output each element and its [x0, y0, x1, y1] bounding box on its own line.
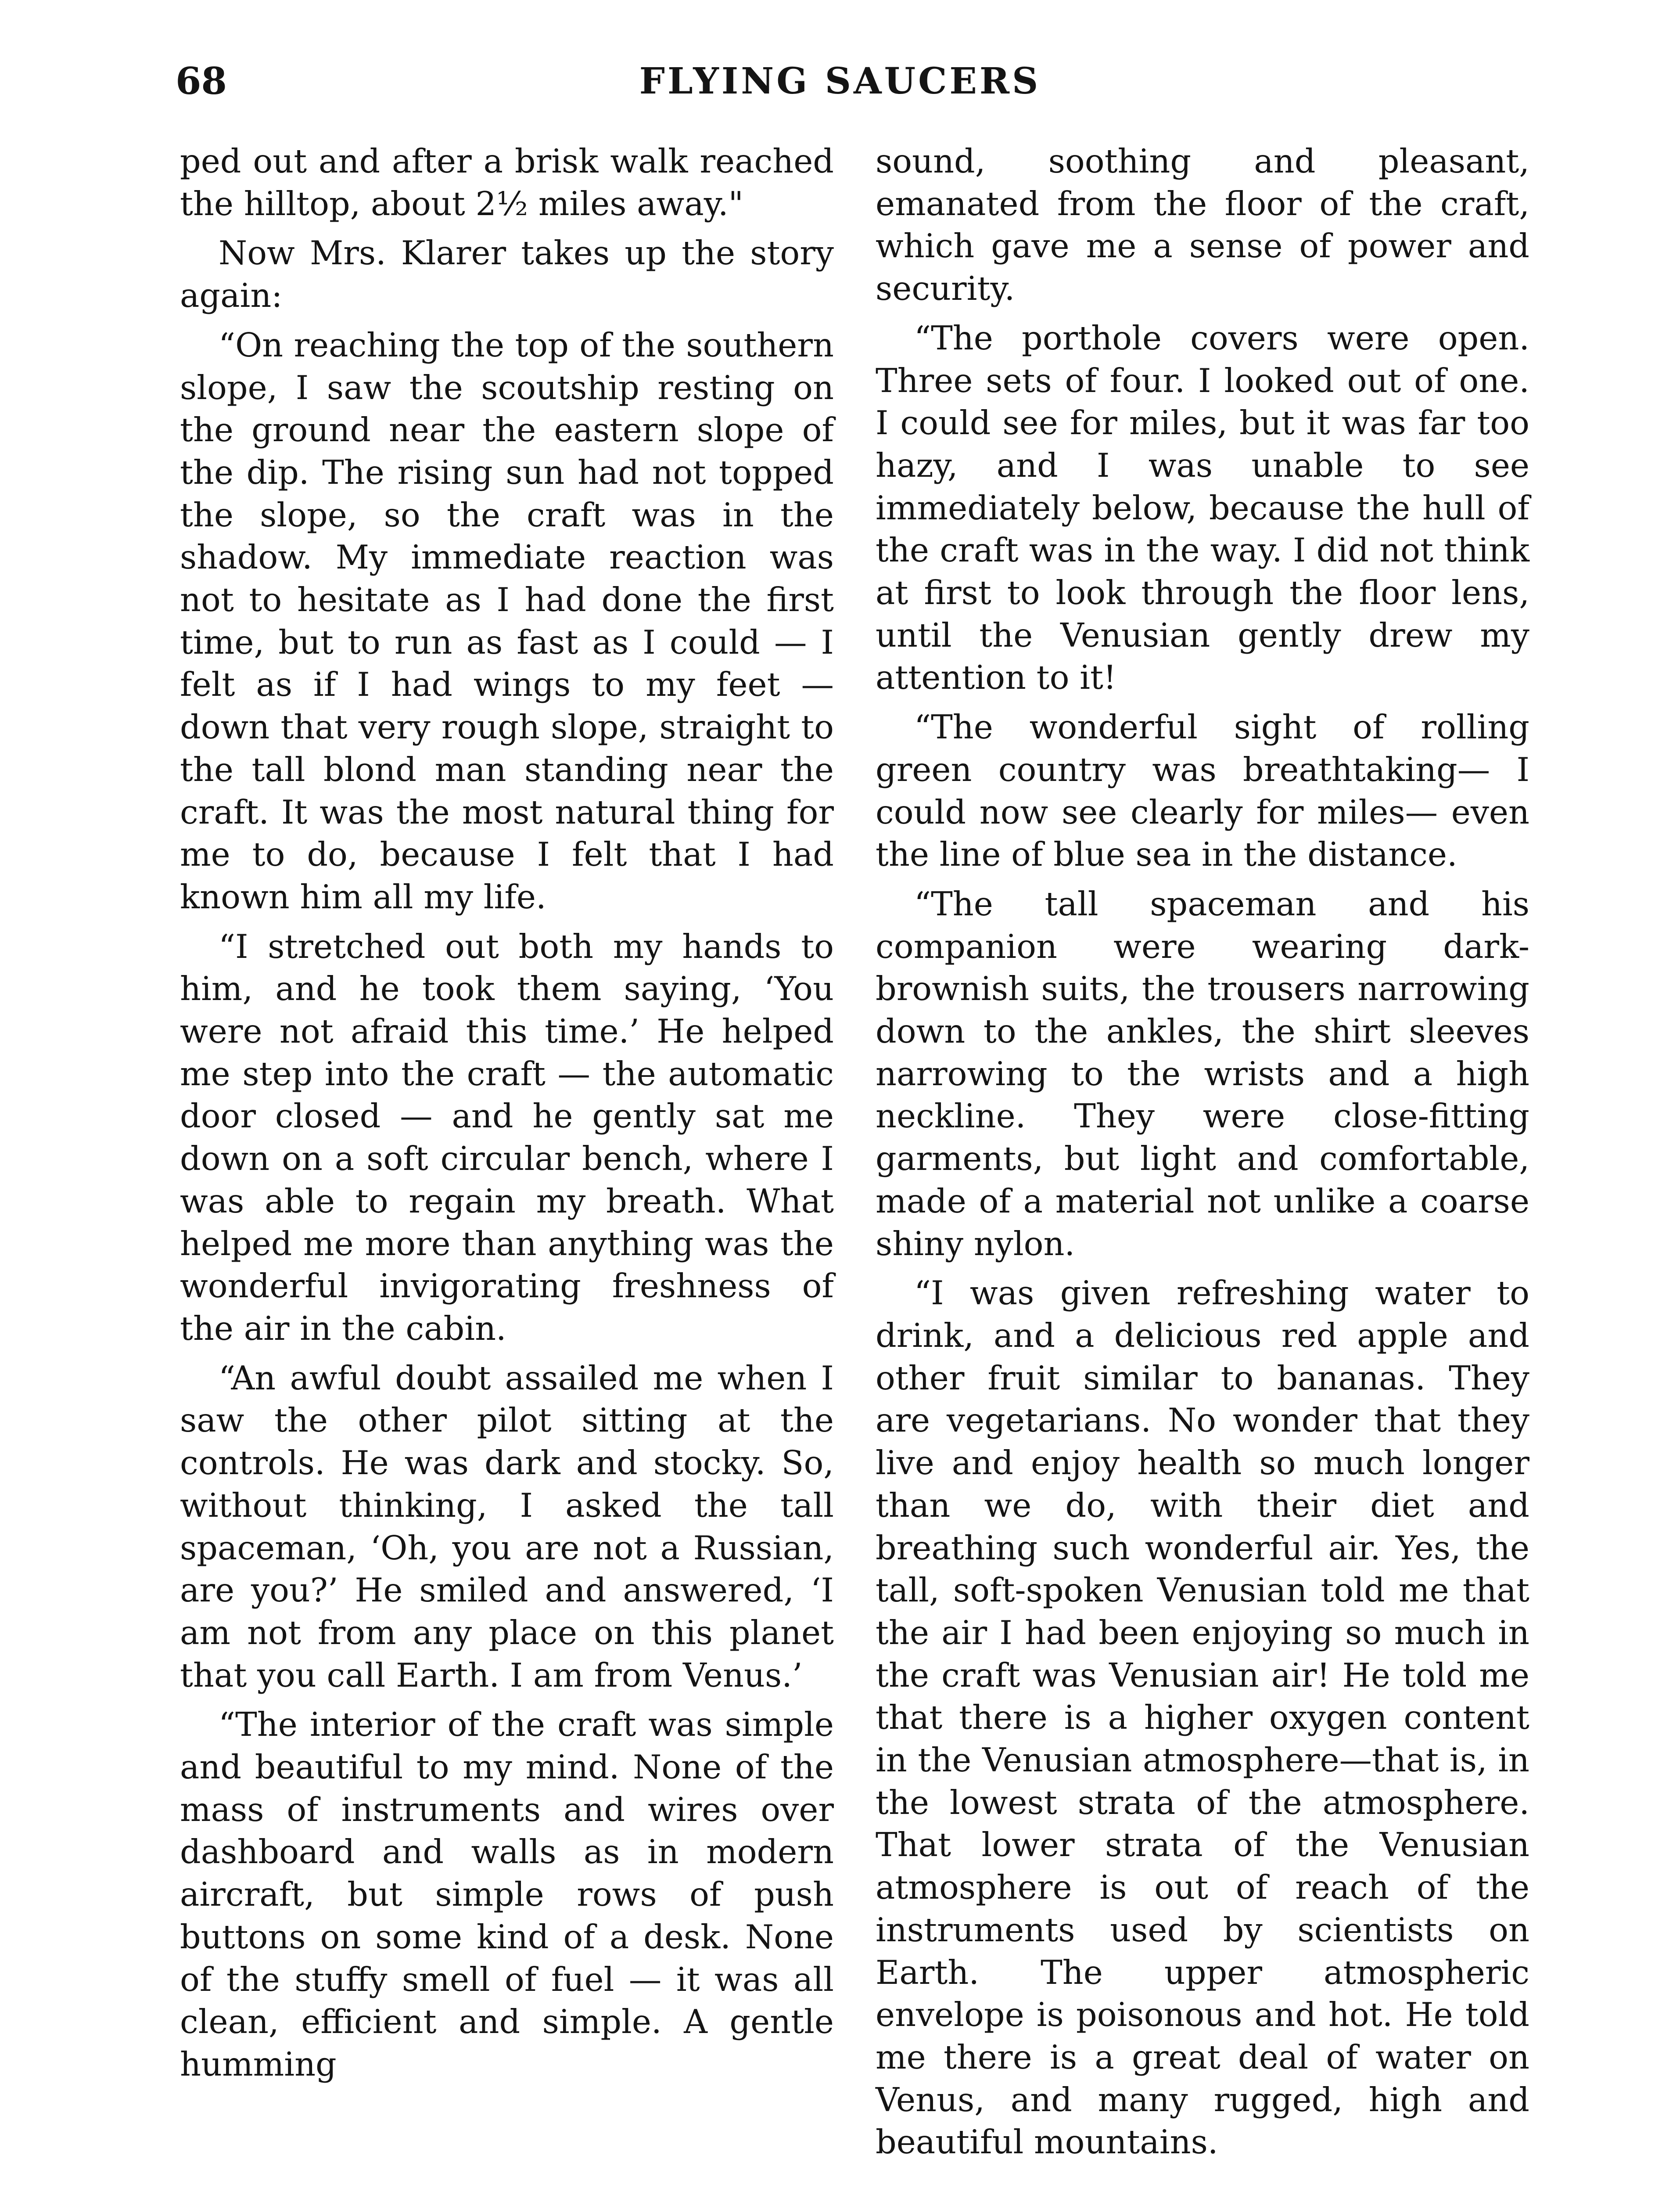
running-head: FLYING SAUCERS [639, 60, 1041, 102]
paragraph: “An awful doubt assailed me when I saw the other pilot sitting at the controls. He was dark and stocky. So, without thinking, I asked the tall spaceman, ‘Oh, you are not a Russian, are you?’ He smiled and answered, ‘I am not from any place on this planet that you call Earth. I am from Venus.’ [180, 1359, 834, 1695]
paragraph: “I was given refreshing water to drink, and a delicious red apple and other fruit similar to bananas. They are vegetarians. No wonder that they live and enjoy health so much longer than we do, with their diet and breathing such wonderful air. Yes, the tall, soft-spoken Venusian told me that the air I had been enjoying so much in the craft was Venusian air! He told me that there is a higher oxygen content in the Venusian atmosphere—that is, in the lowest strata of the atmosphere. That lower strata of the Venusian atmosphere is out of reach of the instruments used by scientists on Earth. The upper atmospheric envelope is poisonous and hot. He told me there is a great deal of water on Venus, and many rugged, high and beautiful mountains. [876, 1274, 1529, 2162]
paragraph: “The wonderful sight of rolling green country was breathtaking— I could now see clearly for miles— even the line of blue sea in the distance. [876, 708, 1529, 874]
paragraph: Now Mrs. Klarer takes up the story again: [180, 234, 834, 315]
right-column [876, 140, 1529, 2171]
left-column [180, 140, 834, 2093]
paragraph: “I stretched out both my hands to him, and he took them saying, ‘You were not afraid this time.’ He helped me step into the craft — the automatic door closed — and he gently sat me down on a soft circular bench, where I was able to regain my breath. What helped me more than anything was the wonderful invigorating freshness of the air in the cabin. [180, 927, 834, 1348]
page-header [0, 53, 1680, 110]
paragraph: sound, soothing and pleasant, emanated from the floor of the craft, which gave me a sense of power and security. [876, 142, 1529, 308]
paragraph: “On reaching the top of the southern slope, I saw the scoutship resting on the ground near the eastern slope of the dip. The rising sun had not topped the slope, so the craft was in the shadow. My immediate reaction was not to hesitate as I had done the first time, but to run as fast as I could — I felt as if I had wings to my feet — down that very rough slope, straight to the tall blond man standing near the craft. It was the most natural thing for me to do, because I felt that I had known him all my life. [180, 326, 834, 916]
page-number: 68 [176, 59, 227, 103]
paragraph: “The interior of the craft was simple and beautiful to my mind. None of the mass of instruments and wires over dashboard and walls as in modern aircraft, but simple rows of push buttons on some kind of a desk. None of the stuffy smell of fuel — it was all clean, efficient and simple. A gentle humming [180, 1706, 834, 2083]
paragraph: “The porthole covers were open. Three sets of four. I looked out of one. I could see for miles, but it was far too hazy, and I was unable to see immediately below, because the hull of the craft was in the way. I did not think at first to look through the floor lens, until the Venusian gently drew my attention to it! [876, 319, 1529, 697]
paragraph: ped out and after a brisk walk reached the hilltop, about 2½ miles away." [180, 142, 834, 223]
paragraph: “The tall spaceman and his companion were wearing dark-brownish suits, the trousers narrowing down to the ankles, the shirt sleeves narrowing to the wrists and a high neckline. They were close-fitting garments, but light and comfortable, made of a material not unlike a coarse shiny nylon. [876, 885, 1529, 1263]
